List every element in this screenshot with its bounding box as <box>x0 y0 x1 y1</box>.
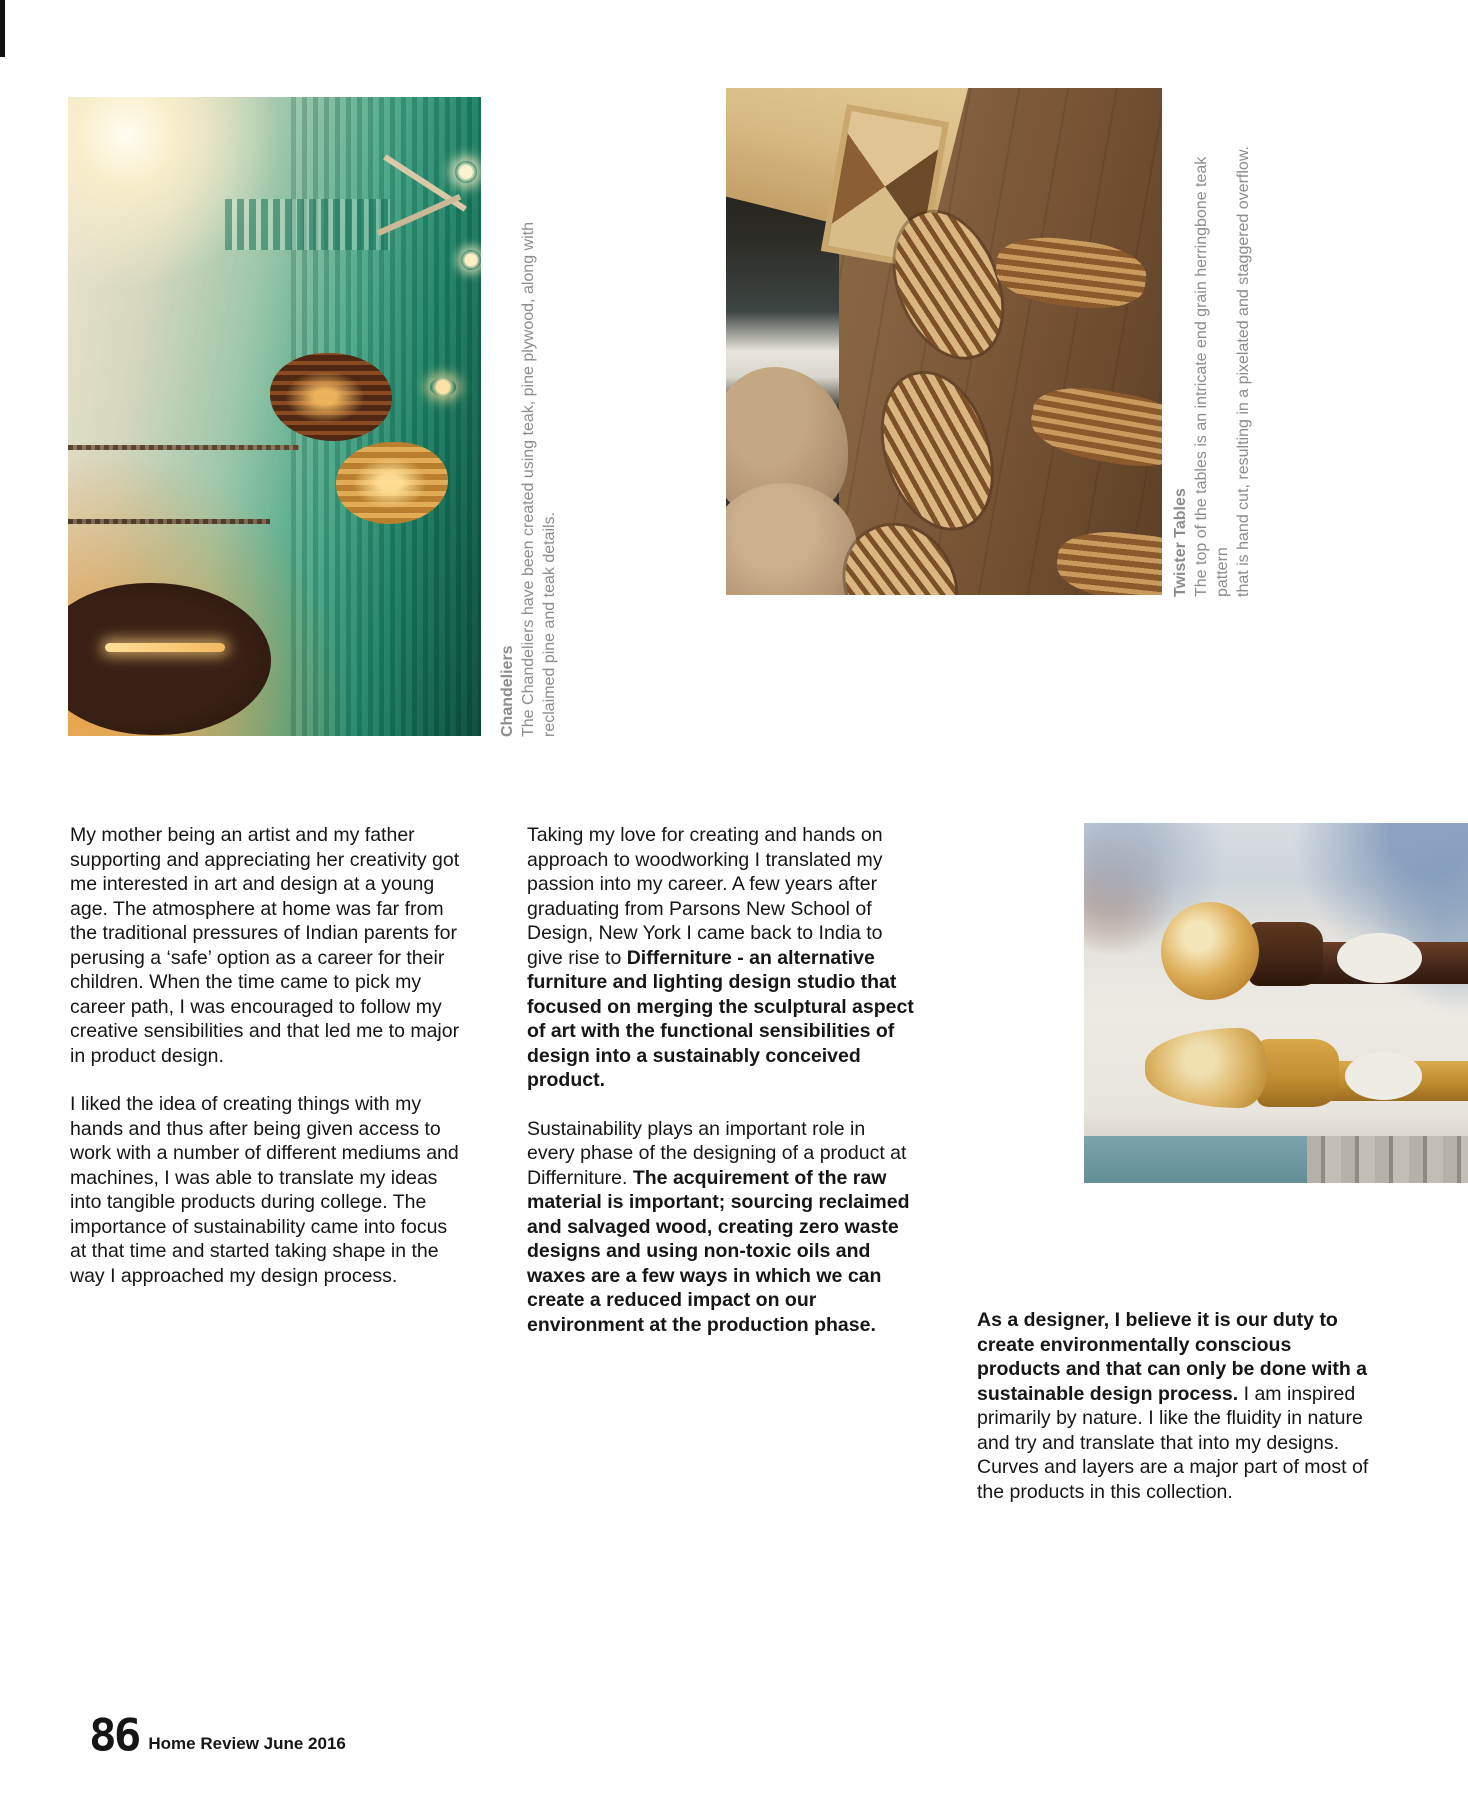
beaded-rod <box>68 519 270 524</box>
spiky-pendant-lamp <box>68 583 271 735</box>
paragraph: My mother being an artist and my father supporting and appreciating her creativity got me interested in art and design at a young age. The atmosphere at home was far from the traditional pressures of Indian parents for perusing a ‘safe’ option as a career for their children. When the time came to pick my career path, I was encouraged to follow my creative sensibilities and that led me to major in product design. <box>70 824 460 1067</box>
paragraph <box>527 1117 917 1338</box>
chandeliers-caption <box>497 147 560 737</box>
twister-table-base <box>1026 379 1162 476</box>
paragraph-text: I am inspired primarily by nature. I like the fluidity in nature and try and translate that into my designs. Curves and layers are a major part of most of the products in this collection. <box>977 1382 1369 1503</box>
twister-caption <box>1170 111 1254 597</box>
gray-shelf <box>1307 1136 1468 1183</box>
body-column-1 <box>70 823 462 1312</box>
paragraph: I liked the idea of creating things with my hands and thus after being given access to work with a number of different mediums and machines, I was able to translate my ideas into tangible products during college. The importance of sustainability came into focus at that time and started taking shape in the way I approached my design process. <box>70 1093 459 1287</box>
body-column-2 <box>527 823 917 1361</box>
twister-table-top <box>870 362 1005 539</box>
chandeliers-caption-line: The Chandeliers have been created using teak, pine plywood, along with <box>520 222 537 737</box>
twister-caption-line: that is hand cut, resulting in a pixelated and staggered overflow. <box>1235 146 1252 597</box>
chandeliers-caption-title: Chandeliers <box>499 645 516 737</box>
page-footer <box>89 1709 346 1761</box>
twister-table-base <box>1054 526 1162 595</box>
bulb-glow <box>455 161 477 183</box>
walnut-lamp-neck-curve <box>1337 933 1421 983</box>
body-column-3 <box>977 1308 1375 1528</box>
page-number: 86 <box>89 1709 139 1761</box>
twister-table-base <box>993 231 1150 315</box>
glass-panel-band <box>225 199 390 250</box>
paragraph-bold-text: As a designer, I believe it is our duty to create environmentally conscious products and that can only be done with a sustainable design process. <box>977 1309 1368 1405</box>
walnut-lamp-socket <box>1249 922 1323 986</box>
teardrop-edison-bulb <box>1145 1028 1267 1108</box>
twister-tables-photo <box>726 88 1162 595</box>
wooden-pendant-lamp <box>270 353 392 441</box>
magazine-name: Home Review June 2016 <box>148 1734 346 1753</box>
paragraph-text: Sustainability plays an important role in every phase of the designing of a product at Differniture. <box>527 1117 907 1189</box>
oak-lamp-socket <box>1257 1039 1339 1107</box>
chandeliers-photo <box>68 97 481 736</box>
paragraph <box>977 1308 1375 1504</box>
round-amber-bulb <box>1161 902 1259 1000</box>
oak-lamp-neck-curve <box>1345 1052 1422 1100</box>
paragraph-bold-text: Differniture - an alternative furniture and lighting design studio that focused on merging the sculptural aspect of art with the functional sensibilities of design into a sustainably conceived product. <box>527 946 914 1091</box>
twister-caption-title: Twister Tables <box>1172 488 1189 597</box>
wooden-bulb-lamps-photo <box>1084 823 1468 1183</box>
paragraph <box>527 823 917 1093</box>
page-corner-mark <box>0 0 5 57</box>
paragraph-text: Taking my love for creating and hands on approach to woodworking I translated my passion into my career. A few years after graduating from Parsons New School of Design, New York I came back to India to give rise to <box>527 824 883 969</box>
teal-shelf <box>1084 1136 1307 1183</box>
paragraph-bold-text: The acquirement of the raw material is important; sourcing reclaimed and salvaged wood, creating zero waste designs and using non-toxic oils and waxes are a few ways in which we can create a reduced impact on our environment at the production phase. <box>527 1166 910 1336</box>
beaded-rod <box>68 445 299 450</box>
twister-caption-line: The top of the tables is an intricate end grain herringbone teak pattern <box>1193 156 1231 597</box>
glowing-filament-tube <box>105 643 225 652</box>
chandeliers-caption-line: reclaimed pine and teak details. <box>541 511 558 737</box>
